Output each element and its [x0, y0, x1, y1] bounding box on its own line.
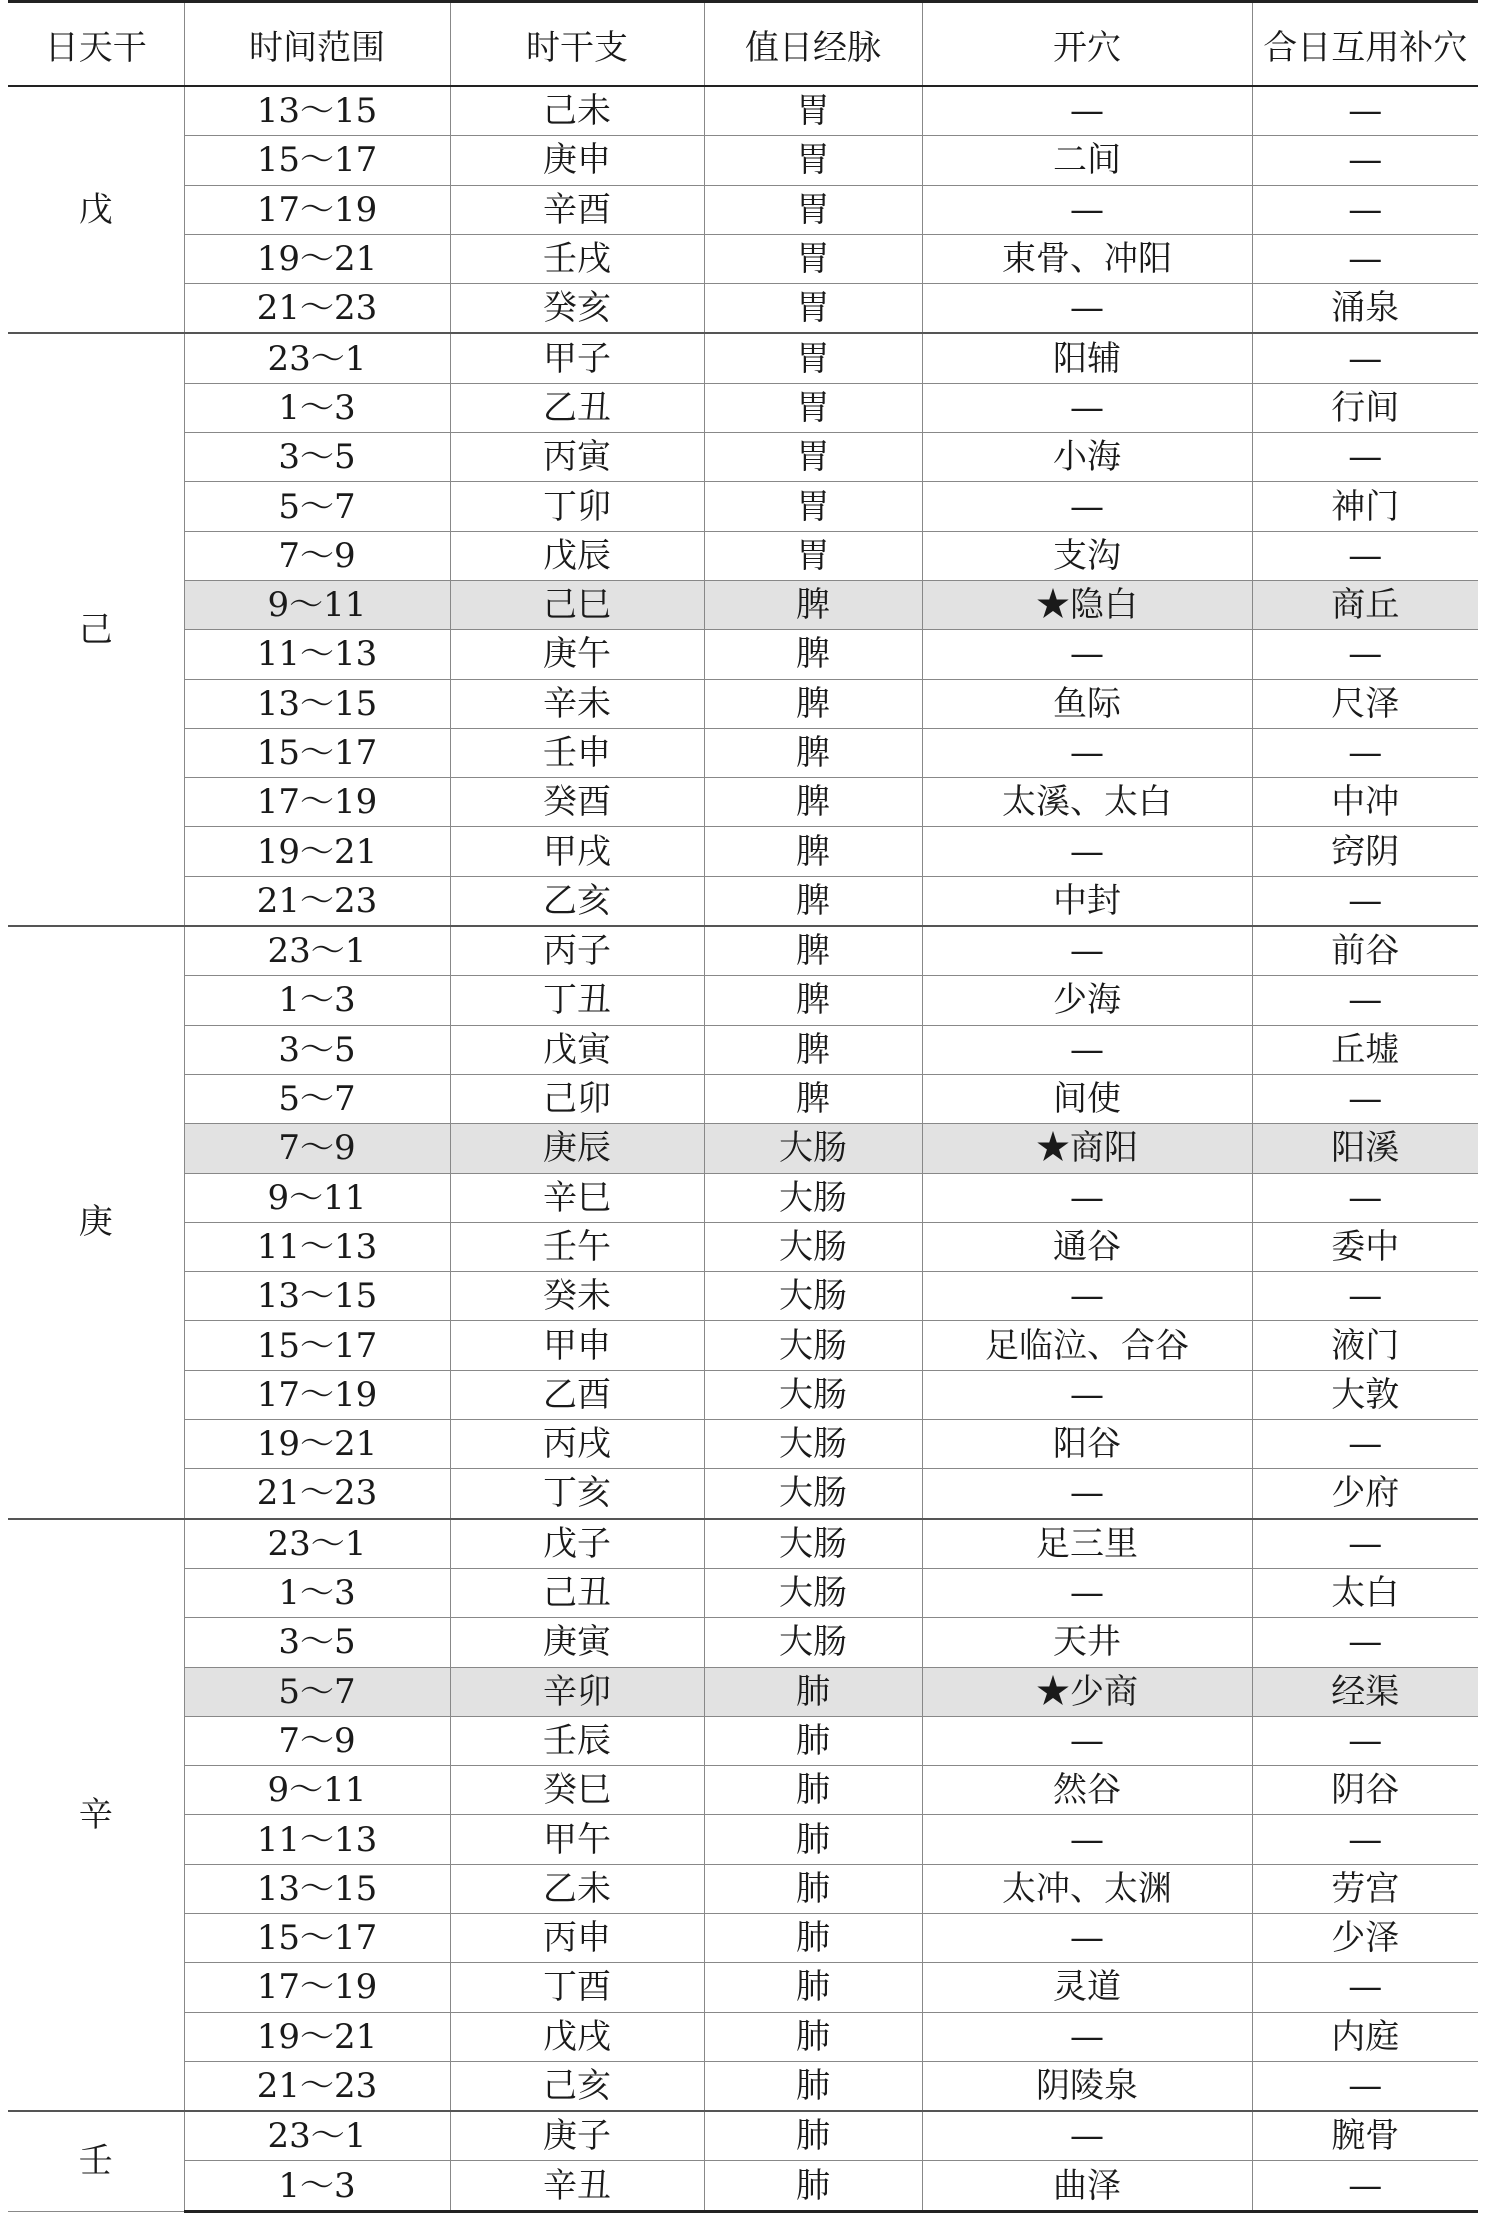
- hour-ganzhi-cell: 乙未: [450, 1864, 704, 1913]
- time-range-cell: 3～5: [184, 433, 450, 482]
- table-row: [8, 926, 1478, 976]
- time-range-cell: 1～3: [184, 383, 450, 432]
- open-point-cell: 阳谷: [922, 1420, 1252, 1469]
- header-supplementary-point: 合日互用补穴: [1252, 2, 1478, 87]
- hour-ganzhi-cell: 丁酉: [450, 1963, 704, 2012]
- open-point-cell: 通谷: [922, 1222, 1252, 1271]
- table-row: [8, 976, 1478, 1025]
- duty-meridian-cell: 脾: [704, 580, 922, 629]
- day-stem-cell: 庚: [8, 926, 184, 1519]
- duty-meridian-cell: 肺: [704, 2161, 922, 2211]
- duty-meridian-cell: 脾: [704, 827, 922, 876]
- hour-ganzhi-cell: 戊子: [450, 1519, 704, 1569]
- duty-meridian-cell: 胃: [704, 86, 922, 136]
- day-stem-cell: 己: [8, 333, 184, 926]
- supplementary-point-cell: 腕骨: [1252, 2111, 1478, 2161]
- table-row: [8, 1173, 1478, 1222]
- hour-ganzhi-cell: 庚午: [450, 630, 704, 679]
- hour-ganzhi-cell: 乙酉: [450, 1370, 704, 1419]
- time-range-cell: 19～21: [184, 234, 450, 283]
- table-row: [8, 778, 1478, 827]
- time-range-cell: 9～11: [184, 1173, 450, 1222]
- time-range-cell: 13～15: [184, 1864, 450, 1913]
- time-range-cell: 1～3: [184, 1568, 450, 1617]
- supplementary-point-cell: —: [1252, 1074, 1478, 1123]
- open-point-cell: 然谷: [922, 1766, 1252, 1815]
- supplementary-point-cell: 前谷: [1252, 926, 1478, 976]
- supplementary-point-cell: —: [1252, 1519, 1478, 1569]
- supplementary-point-cell: 丘墟: [1252, 1025, 1478, 1074]
- time-range-cell: 19～21: [184, 2012, 450, 2061]
- table-row: [8, 1519, 1478, 1569]
- table-row: [8, 728, 1478, 777]
- supplementary-point-cell: —: [1252, 531, 1478, 580]
- duty-meridian-cell: 肺: [704, 1963, 922, 2012]
- open-point-cell: ★少商: [922, 1667, 1252, 1716]
- open-point-cell: —: [922, 1173, 1252, 1222]
- hour-ganzhi-cell: 甲午: [450, 1815, 704, 1864]
- open-point-cell: —: [922, 383, 1252, 432]
- hour-ganzhi-cell: 甲申: [450, 1321, 704, 1370]
- supplementary-point-cell: 委中: [1252, 1222, 1478, 1271]
- table-row: [8, 876, 1478, 926]
- duty-meridian-cell: 大肠: [704, 1618, 922, 1667]
- open-point-cell: —: [922, 482, 1252, 531]
- open-point-cell: —: [922, 1716, 1252, 1765]
- hour-ganzhi-cell: 乙亥: [450, 876, 704, 926]
- header-hour-ganzhi: 时干支: [450, 2, 704, 87]
- table-row: [8, 86, 1478, 136]
- duty-meridian-cell: 肺: [704, 2012, 922, 2061]
- table-row: [8, 234, 1478, 283]
- hour-ganzhi-cell: 丙子: [450, 926, 704, 976]
- open-point-cell: 支沟: [922, 531, 1252, 580]
- table-row: [8, 1766, 1478, 1815]
- supplementary-point-cell: 神门: [1252, 482, 1478, 531]
- open-point-cell: 间使: [922, 1074, 1252, 1123]
- hour-ganzhi-cell: 庚子: [450, 2111, 704, 2161]
- table-row: [8, 1420, 1478, 1469]
- table-row: [8, 679, 1478, 728]
- table-header: [8, 2, 1478, 87]
- table-row: [8, 1074, 1478, 1123]
- open-point-cell: 二间: [922, 136, 1252, 185]
- hour-ganzhi-cell: 壬申: [450, 728, 704, 777]
- time-range-cell: 5～7: [184, 1667, 450, 1716]
- time-range-cell: 7～9: [184, 1124, 450, 1173]
- time-range-cell: 1～3: [184, 2161, 450, 2211]
- hour-ganzhi-cell: 甲子: [450, 333, 704, 383]
- duty-meridian-cell: 脾: [704, 630, 922, 679]
- hour-ganzhi-cell: 癸酉: [450, 778, 704, 827]
- supplementary-point-cell: —: [1252, 2061, 1478, 2111]
- table-row: [8, 383, 1478, 432]
- table-row: [8, 333, 1478, 383]
- hour-ganzhi-cell: 己巳: [450, 580, 704, 629]
- table-row: [8, 1864, 1478, 1913]
- table-row: [8, 1025, 1478, 1074]
- table-row: [8, 284, 1478, 334]
- time-range-cell: 3～5: [184, 1025, 450, 1074]
- supplementary-point-cell: —: [1252, 1618, 1478, 1667]
- supplementary-point-cell: 内庭: [1252, 2012, 1478, 2061]
- header-duty-meridian: 值日经脉: [704, 2, 922, 87]
- duty-meridian-cell: 大肠: [704, 1173, 922, 1222]
- time-range-cell: 9～11: [184, 1766, 450, 1815]
- header-time-range: 时间范围: [184, 2, 450, 87]
- table-row: [8, 1321, 1478, 1370]
- open-point-cell: 束骨、冲阳: [922, 234, 1252, 283]
- table-row: [8, 1618, 1478, 1667]
- time-range-cell: 23～1: [184, 2111, 450, 2161]
- open-point-cell: —: [922, 2012, 1252, 2061]
- day-stem-cell: 壬: [8, 2111, 184, 2211]
- supplementary-point-cell: —: [1252, 136, 1478, 185]
- hour-ganzhi-cell: 庚寅: [450, 1618, 704, 1667]
- duty-meridian-cell: 肺: [704, 1815, 922, 1864]
- open-point-cell: —: [922, 728, 1252, 777]
- time-range-cell: 21～23: [184, 2061, 450, 2111]
- supplementary-point-cell: —: [1252, 333, 1478, 383]
- hour-ganzhi-cell: 丙戌: [450, 1420, 704, 1469]
- hour-ganzhi-cell: 壬午: [450, 1222, 704, 1271]
- time-range-cell: 17～19: [184, 1963, 450, 2012]
- time-range-cell: 21～23: [184, 876, 450, 926]
- open-point-cell: —: [922, 1272, 1252, 1321]
- supplementary-point-cell: —: [1252, 2161, 1478, 2211]
- time-range-cell: 17～19: [184, 1370, 450, 1419]
- hour-ganzhi-cell: 丁卯: [450, 482, 704, 531]
- table-row: [8, 185, 1478, 234]
- time-range-cell: 21～23: [184, 284, 450, 334]
- hour-ganzhi-cell: 戊辰: [450, 531, 704, 580]
- time-range-cell: 7～9: [184, 531, 450, 580]
- duty-meridian-cell: 大肠: [704, 1124, 922, 1173]
- time-range-cell: 17～19: [184, 185, 450, 234]
- time-range-cell: 23～1: [184, 926, 450, 976]
- duty-meridian-cell: 脾: [704, 1074, 922, 1123]
- open-point-cell: —: [922, 185, 1252, 234]
- table-row: [8, 2012, 1478, 2061]
- table-row: [8, 1222, 1478, 1271]
- time-range-cell: 1～3: [184, 976, 450, 1025]
- hour-ganzhi-cell: 己卯: [450, 1074, 704, 1123]
- open-point-cell: —: [922, 1370, 1252, 1419]
- supplementary-point-cell: —: [1252, 1420, 1478, 1469]
- supplementary-point-cell: 劳宫: [1252, 1864, 1478, 1913]
- acupoint-schedule-document: [8, 0, 1478, 2213]
- day-stem-cell: 戊: [8, 86, 184, 333]
- time-range-cell: 19～21: [184, 827, 450, 876]
- supplementary-point-cell: 少府: [1252, 1469, 1478, 1519]
- table-row: [8, 136, 1478, 185]
- duty-meridian-cell: 胃: [704, 136, 922, 185]
- open-point-cell: 足三里: [922, 1519, 1252, 1569]
- duty-meridian-cell: 脾: [704, 1025, 922, 1074]
- table-row: [8, 630, 1478, 679]
- open-point-cell: —: [922, 2111, 1252, 2161]
- table-row: [8, 1913, 1478, 1962]
- time-range-cell: 15～17: [184, 728, 450, 777]
- duty-meridian-cell: 肺: [704, 1716, 922, 1765]
- duty-meridian-cell: 胃: [704, 284, 922, 334]
- duty-meridian-cell: 大肠: [704, 1568, 922, 1617]
- hour-ganzhi-cell: 丙寅: [450, 433, 704, 482]
- time-range-cell: 5～7: [184, 482, 450, 531]
- supplementary-point-cell: 尺泽: [1252, 679, 1478, 728]
- time-range-cell: 13～15: [184, 86, 450, 136]
- duty-meridian-cell: 大肠: [704, 1272, 922, 1321]
- supplementary-point-cell: 液门: [1252, 1321, 1478, 1370]
- open-point-cell: 足临泣、合谷: [922, 1321, 1252, 1370]
- table-row: [8, 580, 1478, 629]
- duty-meridian-cell: 脾: [704, 876, 922, 926]
- time-range-cell: 11～13: [184, 1815, 450, 1864]
- supplementary-point-cell: 太白: [1252, 1568, 1478, 1617]
- duty-meridian-cell: 脾: [704, 728, 922, 777]
- time-range-cell: 15～17: [184, 1321, 450, 1370]
- hour-ganzhi-cell: 戊寅: [450, 1025, 704, 1074]
- duty-meridian-cell: 大肠: [704, 1222, 922, 1271]
- supplementary-point-cell: —: [1252, 234, 1478, 283]
- supplementary-point-cell: 大敦: [1252, 1370, 1478, 1419]
- time-range-cell: 13～15: [184, 1272, 450, 1321]
- time-range-cell: 11～13: [184, 1222, 450, 1271]
- supplementary-point-cell: 商丘: [1252, 580, 1478, 629]
- table-row: [8, 2061, 1478, 2111]
- table-row: [8, 1963, 1478, 2012]
- open-point-cell: 少海: [922, 976, 1252, 1025]
- supplementary-point-cell: —: [1252, 433, 1478, 482]
- table-row: [8, 2111, 1478, 2161]
- table-row: [8, 1716, 1478, 1765]
- open-point-cell: 曲泽: [922, 2161, 1252, 2211]
- hour-ganzhi-cell: 己丑: [450, 1568, 704, 1617]
- supplementary-point-cell: —: [1252, 1716, 1478, 1765]
- table-body: [8, 86, 1478, 2211]
- time-range-cell: 7～9: [184, 1716, 450, 1765]
- hour-ganzhi-cell: 庚申: [450, 136, 704, 185]
- supplementary-point-cell: 行间: [1252, 383, 1478, 432]
- hour-ganzhi-cell: 癸未: [450, 1272, 704, 1321]
- hour-ganzhi-cell: 庚辰: [450, 1124, 704, 1173]
- hour-ganzhi-cell: 壬戌: [450, 234, 704, 283]
- time-range-cell: 23～1: [184, 1519, 450, 1569]
- supplementary-point-cell: —: [1252, 876, 1478, 926]
- time-range-cell: 23～1: [184, 333, 450, 383]
- hour-ganzhi-cell: 丙申: [450, 1913, 704, 1962]
- table-row: [8, 827, 1478, 876]
- open-point-cell: —: [922, 926, 1252, 976]
- duty-meridian-cell: 肺: [704, 2061, 922, 2111]
- open-point-cell: —: [922, 1568, 1252, 1617]
- supplementary-point-cell: —: [1252, 728, 1478, 777]
- day-stem-cell: 辛: [8, 1519, 184, 2112]
- duty-meridian-cell: 胃: [704, 234, 922, 283]
- open-point-cell: 太溪、太白: [922, 778, 1252, 827]
- supplementary-point-cell: —: [1252, 630, 1478, 679]
- time-range-cell: 9～11: [184, 580, 450, 629]
- open-point-cell: —: [922, 86, 1252, 136]
- hour-ganzhi-cell: 丁亥: [450, 1469, 704, 1519]
- hour-ganzhi-cell: 甲戌: [450, 827, 704, 876]
- duty-meridian-cell: 肺: [704, 1864, 922, 1913]
- supplementary-point-cell: —: [1252, 1272, 1478, 1321]
- table-row: [8, 1124, 1478, 1173]
- time-range-cell: 15～17: [184, 1913, 450, 1962]
- time-range-cell: 15～17: [184, 136, 450, 185]
- open-point-cell: —: [922, 284, 1252, 334]
- open-point-cell: —: [922, 1913, 1252, 1962]
- duty-meridian-cell: 大肠: [704, 1519, 922, 1569]
- open-point-cell: —: [922, 630, 1252, 679]
- hour-ganzhi-cell: 丁丑: [450, 976, 704, 1025]
- open-point-cell: 阳辅: [922, 333, 1252, 383]
- supplementary-point-cell: —: [1252, 1815, 1478, 1864]
- hour-ganzhi-cell: 辛丑: [450, 2161, 704, 2211]
- time-range-cell: 5～7: [184, 1074, 450, 1123]
- table-row: [8, 1469, 1478, 1519]
- supplementary-point-cell: —: [1252, 1963, 1478, 2012]
- time-range-cell: 17～19: [184, 778, 450, 827]
- time-range-cell: 13～15: [184, 679, 450, 728]
- supplementary-point-cell: —: [1252, 1173, 1478, 1222]
- table-row: [8, 531, 1478, 580]
- supplementary-point-cell: 少泽: [1252, 1913, 1478, 1962]
- duty-meridian-cell: 大肠: [704, 1321, 922, 1370]
- duty-meridian-cell: 脾: [704, 926, 922, 976]
- supplementary-point-cell: —: [1252, 185, 1478, 234]
- table-row: [8, 1370, 1478, 1419]
- open-point-cell: 灵道: [922, 1963, 1252, 2012]
- supplementary-point-cell: 阳溪: [1252, 1124, 1478, 1173]
- header-open-point: 开穴: [922, 2, 1252, 87]
- table-row: [8, 1815, 1478, 1864]
- hour-ganzhi-cell: 癸亥: [450, 284, 704, 334]
- table-row: [8, 433, 1478, 482]
- acupoint-table: [8, 0, 1478, 2213]
- open-point-cell: —: [922, 827, 1252, 876]
- time-range-cell: 21～23: [184, 1469, 450, 1519]
- duty-meridian-cell: 脾: [704, 976, 922, 1025]
- hour-ganzhi-cell: 戊戌: [450, 2012, 704, 2061]
- duty-meridian-cell: 肺: [704, 2111, 922, 2161]
- open-point-cell: 太冲、太渊: [922, 1864, 1252, 1913]
- supplementary-point-cell: 经渠: [1252, 1667, 1478, 1716]
- open-point-cell: —: [922, 1469, 1252, 1519]
- supplementary-point-cell: 中冲: [1252, 778, 1478, 827]
- duty-meridian-cell: 大肠: [704, 1370, 922, 1419]
- hour-ganzhi-cell: 辛巳: [450, 1173, 704, 1222]
- supplementary-point-cell: 阴谷: [1252, 1766, 1478, 1815]
- duty-meridian-cell: 胃: [704, 185, 922, 234]
- supplementary-point-cell: —: [1252, 976, 1478, 1025]
- hour-ganzhi-cell: 己亥: [450, 2061, 704, 2111]
- duty-meridian-cell: 胃: [704, 333, 922, 383]
- time-range-cell: 19～21: [184, 1420, 450, 1469]
- duty-meridian-cell: 胃: [704, 482, 922, 531]
- open-point-cell: —: [922, 1025, 1252, 1074]
- open-point-cell: 阴陵泉: [922, 2061, 1252, 2111]
- supplementary-point-cell: —: [1252, 86, 1478, 136]
- hour-ganzhi-cell: 己未: [450, 86, 704, 136]
- duty-meridian-cell: 胃: [704, 531, 922, 580]
- open-point-cell: 中封: [922, 876, 1252, 926]
- hour-ganzhi-cell: 壬辰: [450, 1716, 704, 1765]
- table-row: [8, 1272, 1478, 1321]
- open-point-cell: 天井: [922, 1618, 1252, 1667]
- duty-meridian-cell: 胃: [704, 433, 922, 482]
- open-point-cell: ★商阳: [922, 1124, 1252, 1173]
- open-point-cell: 小海: [922, 433, 1252, 482]
- hour-ganzhi-cell: 乙丑: [450, 383, 704, 432]
- time-range-cell: 11～13: [184, 630, 450, 679]
- duty-meridian-cell: 肺: [704, 1667, 922, 1716]
- duty-meridian-cell: 脾: [704, 679, 922, 728]
- duty-meridian-cell: 脾: [704, 778, 922, 827]
- hour-ganzhi-cell: 癸巳: [450, 1766, 704, 1815]
- time-range-cell: 3～5: [184, 1618, 450, 1667]
- hour-ganzhi-cell: 辛酉: [450, 185, 704, 234]
- duty-meridian-cell: 大肠: [704, 1469, 922, 1519]
- supplementary-point-cell: 涌泉: [1252, 284, 1478, 334]
- hour-ganzhi-cell: 辛未: [450, 679, 704, 728]
- open-point-cell: 鱼际: [922, 679, 1252, 728]
- duty-meridian-cell: 胃: [704, 383, 922, 432]
- duty-meridian-cell: 大肠: [704, 1420, 922, 1469]
- open-point-cell: —: [922, 1815, 1252, 1864]
- table-row: [8, 1667, 1478, 1716]
- table-row: [8, 2161, 1478, 2211]
- duty-meridian-cell: 肺: [704, 1766, 922, 1815]
- open-point-cell: ★隐白: [922, 580, 1252, 629]
- header-day-stem: 日天干: [8, 2, 184, 87]
- supplementary-point-cell: 窍阴: [1252, 827, 1478, 876]
- hour-ganzhi-cell: 辛卯: [450, 1667, 704, 1716]
- table-row: [8, 482, 1478, 531]
- table-row: [8, 1568, 1478, 1617]
- duty-meridian-cell: 肺: [704, 1913, 922, 1962]
